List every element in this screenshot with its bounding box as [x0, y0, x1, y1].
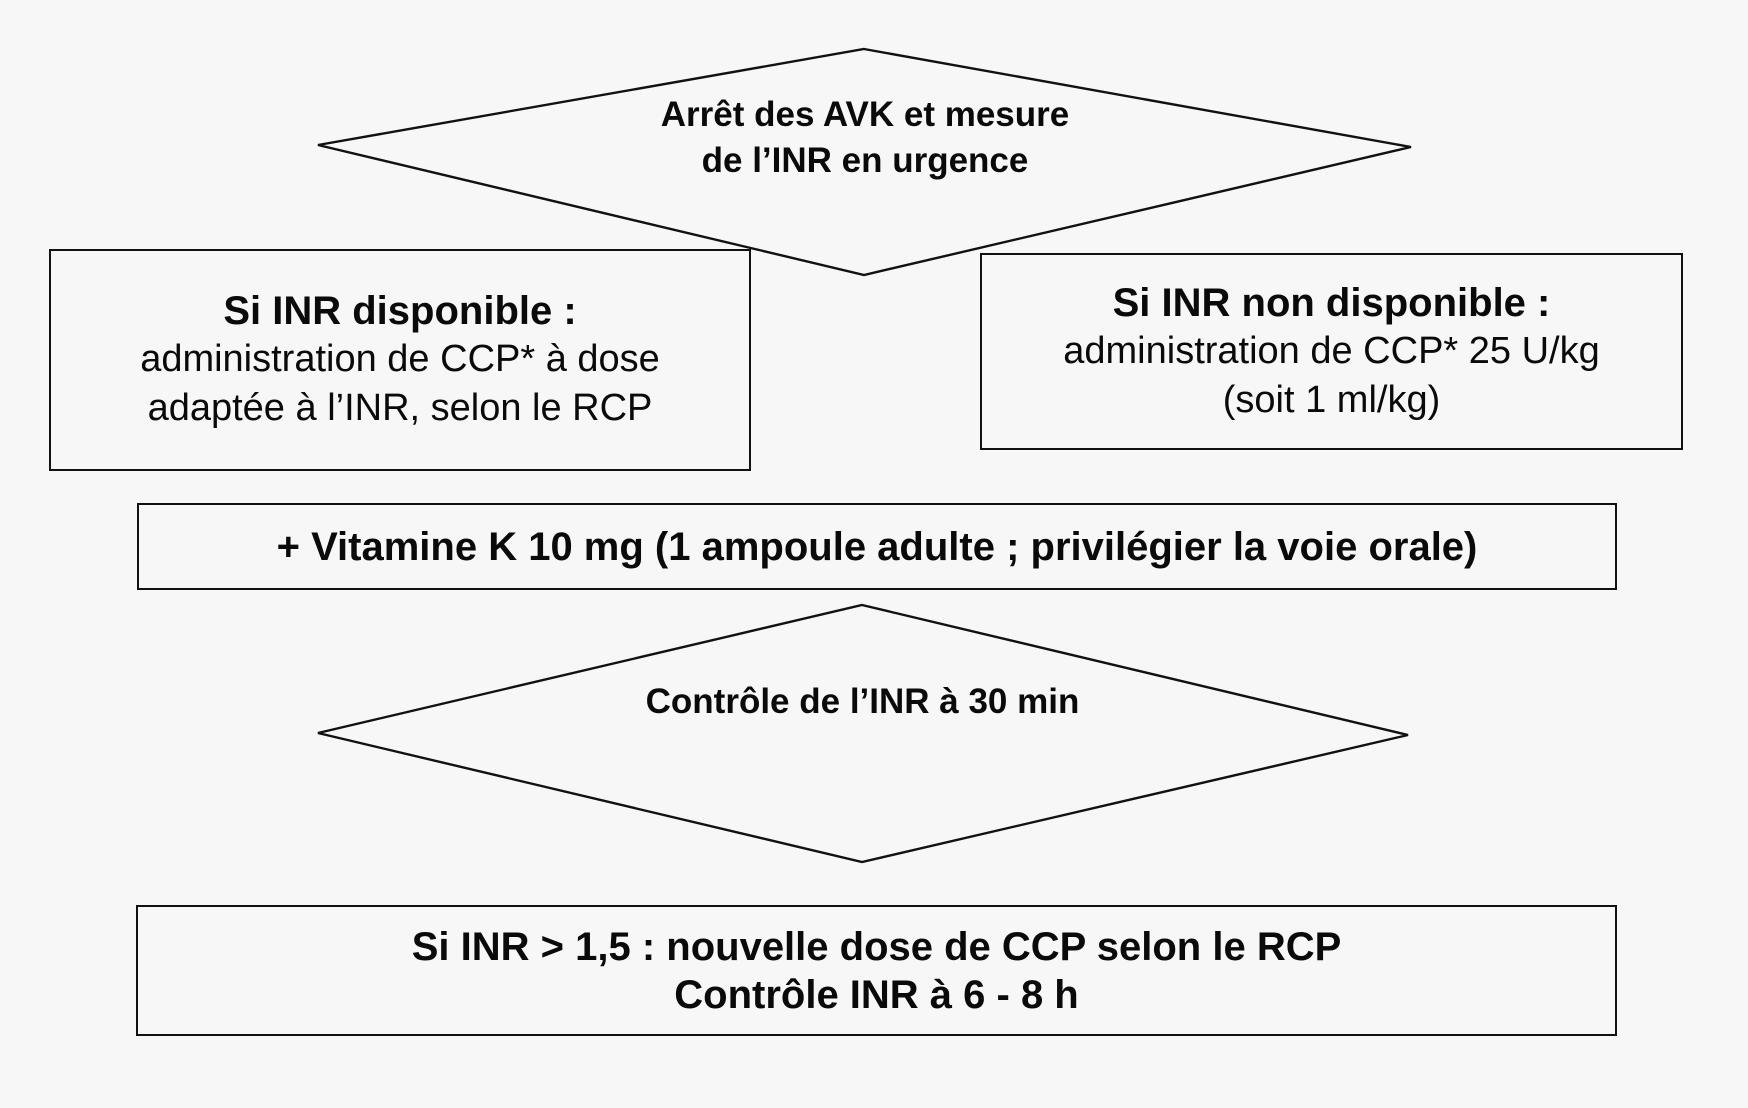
box-followup: [136, 905, 1617, 1036]
decision-control-line: Contrôle de l’INR à 30 min: [645, 682, 1080, 721]
box-followup-line1: Si INR > 1,5 : nouvelle dose de CCP selon le RCP: [411, 924, 1342, 969]
decision-top-text: [520, 92, 1210, 184]
decision-top-line1: Arrêt des AVK et mesure: [660, 95, 1070, 134]
decision-top-line2: de l’INR en urgence: [701, 141, 1029, 180]
decision-control-text: [520, 679, 1205, 725]
box-inr-available: [49, 249, 751, 471]
box-inr-unavailable-line1: administration de CCP* 25 U/kg: [1063, 329, 1600, 372]
decision-diamond-control: [318, 605, 1408, 862]
box-inr-available-line1: administration de CCP* à dose: [140, 338, 660, 380]
box-inr-unavailable: [980, 253, 1683, 450]
box-vitamin-k: [137, 503, 1617, 590]
box-vitamin-k-text: + Vitamine K 10 mg (1 ampoule adulte ; privilégier la voie orale): [276, 524, 1478, 569]
box-inr-available-line2: adaptée à l’INR, selon le RCP: [147, 387, 653, 429]
box-inr-available-title: Si INR disponible :: [223, 289, 577, 333]
box-followup-line2: Contrôle INR à 6 - 8 h: [674, 972, 1079, 1017]
box-inr-unavailable-line2: (soit 1 ml/kg): [1222, 378, 1441, 421]
box-inr-unavailable-title: Si INR non disponible :: [1112, 280, 1551, 325]
